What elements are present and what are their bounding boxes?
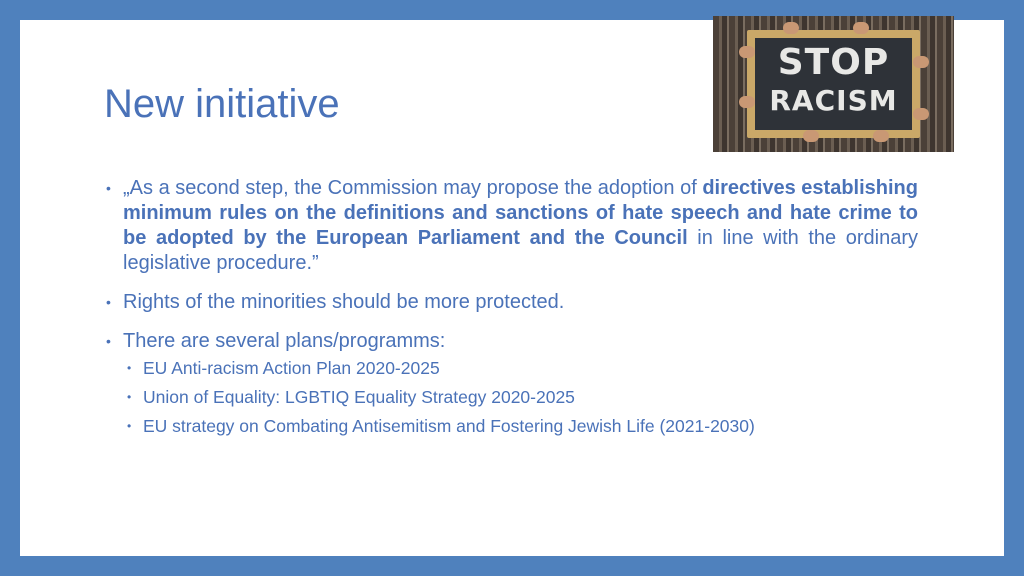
hand-icon (783, 22, 799, 34)
sub-bullet-item: • Union of Equality: LGBTIQ Equality Strategy 2020-2025 (106, 383, 918, 412)
slide-title: New initiative (104, 82, 340, 126)
image-word-racism: RACISM (769, 84, 898, 117)
stop-racism-image (713, 16, 954, 152)
bullet-quote (106, 176, 918, 276)
hand-icon (803, 130, 819, 142)
sub-bullet-item: • EU Anti-racism Action Plan 2020-2025 (106, 354, 918, 383)
bullet-minorities: • Rights of the minorities should be more protected. (106, 290, 918, 315)
quote-text-bold: directives establishing minimum rules on the definitions and sanctions of hate speech and hate crime to be adopted by the European Parliament and the Council (123, 177, 918, 249)
sub-bullet-list (106, 354, 918, 441)
quote-text-end: in line with the ordinary legislative procedure.” (123, 227, 919, 274)
sub-bullet-item: • EU strategy on Combating Antisemitism and Fostering Jewish Life (2021-2030) (106, 412, 918, 441)
hand-icon (853, 22, 869, 34)
slide (20, 20, 1004, 556)
hand-icon (739, 96, 755, 108)
image-word-stop: STOP (777, 42, 890, 83)
bullet-list (106, 176, 918, 441)
quote-text-regular: „As a second step, the Commission may propose the adoption of (123, 177, 703, 199)
hand-icon (913, 56, 929, 68)
hand-icon (913, 108, 929, 120)
bullet-plans: • There are several plans/programms: (106, 329, 918, 354)
hand-icon (873, 130, 889, 142)
hand-icon (739, 46, 755, 58)
